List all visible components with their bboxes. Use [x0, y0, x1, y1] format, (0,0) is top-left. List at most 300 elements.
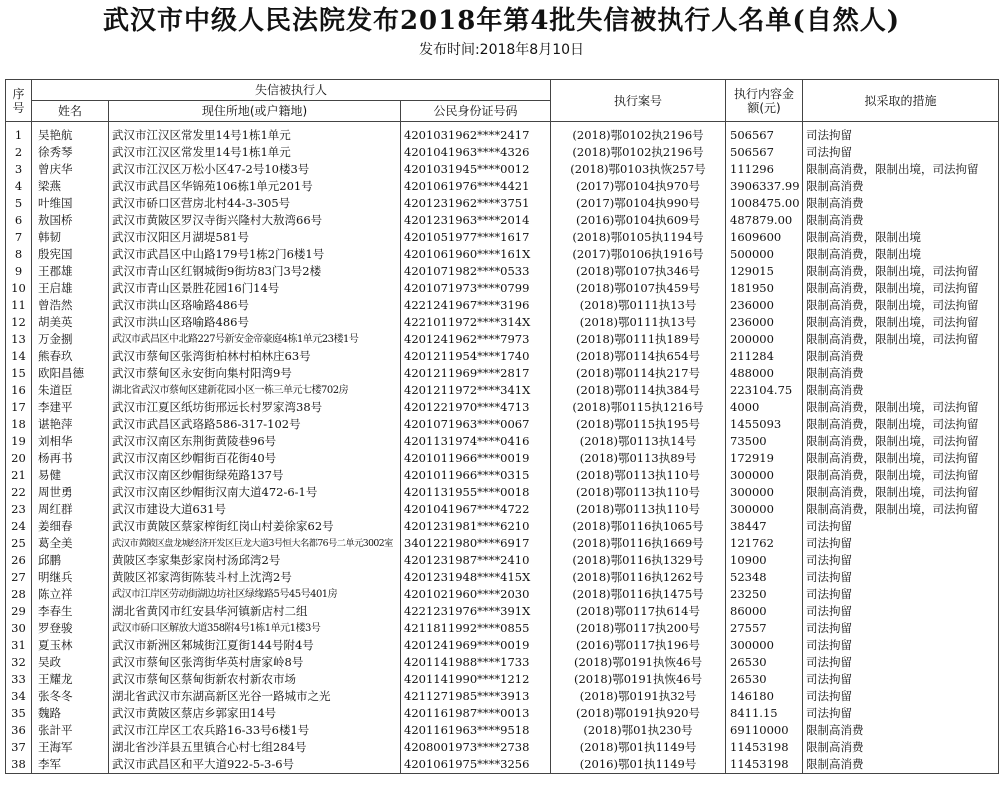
measure-cell: 限制高消费，限制出境，司法拘留 — [803, 314, 999, 331]
measure-cell: 司法拘留 — [803, 122, 999, 145]
row-number: 5 — [6, 195, 32, 212]
amount-cell: 211284 — [726, 348, 803, 365]
measure-cell: 限制高消费 — [803, 365, 999, 382]
table-row — [6, 195, 999, 212]
address-cell: 湖北省武汉市东湖高新区光谷一路城市之光 — [109, 688, 401, 705]
address-cell: 武汉市蔡甸区蔡甸街新农村新农市场 — [109, 671, 401, 688]
amount-cell: 10900 — [726, 552, 803, 569]
case-number-cell: (2018)鄂01执230号 — [551, 722, 726, 739]
person-name: 邱鹏 — [32, 552, 109, 569]
address-cell: 武汉市新洲区邾城街江夏街144号附4号 — [109, 637, 401, 654]
address-cell: 武汉市武昌区中山路179号1栋2门6楼1号 — [109, 246, 401, 263]
address-cell: 武汉市硚口区营房北村44-3-305号 — [109, 195, 401, 212]
measure-cell: 限制高消费 — [803, 195, 999, 212]
row-number: 20 — [6, 450, 32, 467]
header-group: 失信被执行人 — [32, 80, 551, 101]
person-name: 李建平 — [32, 399, 109, 416]
measure-cell: 限制高消费，限制出境，司法拘留 — [803, 399, 999, 416]
amount-cell: 11453198 — [726, 756, 803, 774]
measure-cell: 限制高消费 — [803, 739, 999, 756]
address-cell: 武汉市青山区景胜花园16门14号 — [109, 280, 401, 297]
header-measures: 拟采取的措施 — [803, 80, 999, 122]
id-number-cell: 4201031962****2417 — [401, 122, 551, 145]
person-name: 徐秀琴 — [32, 144, 109, 161]
row-number: 7 — [6, 229, 32, 246]
case-number-cell: (2018)鄂0191执恢46号 — [551, 654, 726, 671]
address-cell: 武汉市江岸区工农兵路16-33号6楼1号 — [109, 722, 401, 739]
header-case: 执行案号 — [551, 80, 726, 122]
amount-cell: 26530 — [726, 671, 803, 688]
table-row — [6, 450, 999, 467]
measure-cell: 限制高消费，限制出境 — [803, 229, 999, 246]
address-cell: 武汉市黄陂区蔡家榨街红岗山村姜徐家62号 — [109, 518, 401, 535]
row-number: 14 — [6, 348, 32, 365]
address-cell: 湖北省武汉市蔡甸区建新花园小区一栋三单元七楼702房 — [109, 382, 401, 399]
amount-cell: 1455093 — [726, 416, 803, 433]
person-name: 吴艳航 — [32, 122, 109, 145]
table-row — [6, 314, 999, 331]
address-cell: 黄陂区李家集彭家岗村汤邱湾2号 — [109, 552, 401, 569]
table-row — [6, 688, 999, 705]
person-name: 李军 — [32, 756, 109, 774]
case-number-cell: (2018)鄂0111执13号 — [551, 314, 726, 331]
address-cell: 武汉市青山区红钢城街9街坊83门3号2楼 — [109, 263, 401, 280]
person-name: 刘相华 — [32, 433, 109, 450]
case-number-cell: (2018)鄂0191执32号 — [551, 688, 726, 705]
measure-cell: 司法拘留 — [803, 144, 999, 161]
case-number-cell: (2018)鄂0116执1065号 — [551, 518, 726, 535]
row-number: 33 — [6, 671, 32, 688]
measure-cell: 限制高消费 — [803, 348, 999, 365]
case-number-cell: (2018)鄂0117执200号 — [551, 620, 726, 637]
amount-cell: 300000 — [726, 637, 803, 654]
case-number-cell: (2018)鄂0102执2196号 — [551, 144, 726, 161]
person-name: 吴政 — [32, 654, 109, 671]
row-number: 6 — [6, 212, 32, 229]
table-row — [6, 348, 999, 365]
amount-cell: 27557 — [726, 620, 803, 637]
measure-cell: 限制高消费，限制出境，司法拘留 — [803, 297, 999, 314]
person-name: 夏玉林 — [32, 637, 109, 654]
person-name: 欧阳昌德 — [32, 365, 109, 382]
amount-cell: 236000 — [726, 314, 803, 331]
person-name: 万金捌 — [32, 331, 109, 348]
table-row — [6, 399, 999, 416]
person-name: 张冬冬 — [32, 688, 109, 705]
person-name: 杨再书 — [32, 450, 109, 467]
amount-cell: 121762 — [726, 535, 803, 552]
amount-cell: 300000 — [726, 484, 803, 501]
table-row — [6, 637, 999, 654]
amount-cell: 69110000 — [726, 722, 803, 739]
address-cell: 武汉市黄陂区盘龙城经济开发区巨龙大道3号恒大名都76号二单元3002室 — [109, 535, 401, 552]
table-row — [6, 246, 999, 263]
row-number: 8 — [6, 246, 32, 263]
amount-cell: 181950 — [726, 280, 803, 297]
address-cell: 武汉市黄陂区罗汉寺街兴隆村大敖湾66号 — [109, 212, 401, 229]
row-number: 21 — [6, 467, 32, 484]
case-number-cell: (2016)鄂0104执609号 — [551, 212, 726, 229]
row-number: 17 — [6, 399, 32, 416]
id-number-cell: 4201141988****1733 — [401, 654, 551, 671]
id-number-cell: 4201031945****0012 — [401, 161, 551, 178]
id-number-cell: 4201051977****1617 — [401, 229, 551, 246]
amount-cell: 500000 — [726, 246, 803, 263]
table-row — [6, 212, 999, 229]
id-number-cell: 4201131974****0416 — [401, 433, 551, 450]
address-cell: 武汉市蔡甸区张湾街柏林村柏林庄63号 — [109, 348, 401, 365]
measure-cell: 司法拘留 — [803, 671, 999, 688]
id-number-cell: 4201241969****0019 — [401, 637, 551, 654]
id-number-cell: 4201161963****9518 — [401, 722, 551, 739]
amount-cell: 200000 — [726, 331, 803, 348]
table-row — [6, 365, 999, 382]
amount-cell: 23250 — [726, 586, 803, 603]
measure-cell: 司法拘留 — [803, 620, 999, 637]
amount-cell: 4000 — [726, 399, 803, 416]
header-id: 公民身份证号码 — [401, 101, 551, 122]
table-row — [6, 467, 999, 484]
amount-cell: 506567 — [726, 122, 803, 145]
measure-cell: 限制高消费，限制出境，司法拘留 — [803, 484, 999, 501]
row-number: 25 — [6, 535, 32, 552]
person-name: 易健 — [32, 467, 109, 484]
row-number: 37 — [6, 739, 32, 756]
row-number: 15 — [6, 365, 32, 382]
person-name: 梁燕 — [32, 178, 109, 195]
person-name: 韩韧 — [32, 229, 109, 246]
person-name: 曾庆华 — [32, 161, 109, 178]
header-seq: 序号 — [6, 80, 32, 122]
case-number-cell: (2018)鄂0116执1475号 — [551, 586, 726, 603]
table-row — [6, 122, 999, 145]
address-cell: 武汉市汉南区东荆街黄陵巷96号 — [109, 433, 401, 450]
person-name: 明继兵 — [32, 569, 109, 586]
table-row — [6, 739, 999, 756]
person-name: 王郡雄 — [32, 263, 109, 280]
id-number-cell: 4201231948****415X — [401, 569, 551, 586]
measure-cell: 限制高消费，限制出境 — [803, 246, 999, 263]
measure-cell: 司法拘留 — [803, 688, 999, 705]
person-name: 王启雄 — [32, 280, 109, 297]
header-name: 姓名 — [32, 101, 109, 122]
id-number-cell: 4201061975****3256 — [401, 756, 551, 774]
id-number-cell: 4211811992****0855 — [401, 620, 551, 637]
publish-date: 发布时间:2018年8月10日 — [418, 42, 585, 58]
address-cell: 武汉市黄陂区蔡店乡郭家田14号 — [109, 705, 401, 722]
measure-cell: 司法拘留 — [803, 705, 999, 722]
row-number: 16 — [6, 382, 32, 399]
person-name: 敖国桥 — [32, 212, 109, 229]
case-number-cell: (2018)鄂0114执384号 — [551, 382, 726, 399]
table-row — [6, 144, 999, 161]
table-header — [6, 80, 999, 122]
measure-cell: 限制高消费 — [803, 178, 999, 195]
case-number-cell: (2018)鄂0111执189号 — [551, 331, 726, 348]
address-cell: 武汉市汉南区纱帽街百花街40号 — [109, 450, 401, 467]
case-number-cell: (2018)鄂0107执346号 — [551, 263, 726, 280]
id-number-cell: 4201061960****161X — [401, 246, 551, 263]
person-name: 张計平 — [32, 722, 109, 739]
case-number-cell: (2016)鄂0117执196号 — [551, 637, 726, 654]
measure-cell: 限制高消费 — [803, 382, 999, 399]
row-number: 4 — [6, 178, 32, 195]
id-number-cell: 4201231963****2014 — [401, 212, 551, 229]
case-number-cell: (2017)鄂0104执970号 — [551, 178, 726, 195]
measure-cell: 限制高消费，限制出境，司法拘留 — [803, 450, 999, 467]
table-row — [6, 586, 999, 603]
case-number-cell: (2017)鄂0104执990号 — [551, 195, 726, 212]
table-row — [6, 484, 999, 501]
case-number-cell: (2018)鄂0116执1262号 — [551, 569, 726, 586]
table-row — [6, 552, 999, 569]
table-row — [6, 416, 999, 433]
id-number-cell: 4201231962****3751 — [401, 195, 551, 212]
page-title: 武汉市中级人民法院发布2018年第4批失信被执行人名单(自然人) — [102, 6, 901, 36]
case-number-cell: (2018)鄂0113执14号 — [551, 433, 726, 450]
table-row — [6, 331, 999, 348]
amount-cell: 8411.15 — [726, 705, 803, 722]
id-number-cell: 4201071982****0533 — [401, 263, 551, 280]
case-number-cell: (2017)鄂0106执1916号 — [551, 246, 726, 263]
row-number: 38 — [6, 756, 32, 774]
row-number: 32 — [6, 654, 32, 671]
row-number: 1 — [6, 122, 32, 145]
table-row — [6, 297, 999, 314]
amount-cell: 1609600 — [726, 229, 803, 246]
defaulter-table — [5, 79, 999, 774]
measure-cell: 司法拘留 — [803, 586, 999, 603]
id-number-cell: 4201011966****0019 — [401, 450, 551, 467]
case-number-cell: (2016)鄂01执1149号 — [551, 756, 726, 774]
id-number-cell: 4201221970****4713 — [401, 399, 551, 416]
address-cell: 武汉市建设大道631号 — [109, 501, 401, 518]
person-name: 曾浩然 — [32, 297, 109, 314]
address-cell: 武汉市江岸区劳动街湖边坊社区绿缘路5号45号401房 — [109, 586, 401, 603]
row-number: 18 — [6, 416, 32, 433]
address-cell: 武汉市蔡甸区永安街向集村阳湾9号 — [109, 365, 401, 382]
amount-cell: 488000 — [726, 365, 803, 382]
table-row — [6, 263, 999, 280]
measure-cell: 限制高消费 — [803, 722, 999, 739]
measure-cell: 限制高消费，限制出境，司法拘留 — [803, 280, 999, 297]
header-address: 现住所地(或户籍地) — [109, 101, 401, 122]
case-number-cell: (2018)鄂0111执13号 — [551, 297, 726, 314]
row-number: 11 — [6, 297, 32, 314]
id-number-cell: 4221231976****391X — [401, 603, 551, 620]
table-row — [6, 671, 999, 688]
row-number: 13 — [6, 331, 32, 348]
amount-cell: 300000 — [726, 501, 803, 518]
id-number-cell: 4201231981****6210 — [401, 518, 551, 535]
person-name: 罗登骏 — [32, 620, 109, 637]
case-number-cell: (2018)鄂01执1149号 — [551, 739, 726, 756]
amount-cell: 38447 — [726, 518, 803, 535]
id-number-cell: 4201041963****4326 — [401, 144, 551, 161]
person-name: 王耀龙 — [32, 671, 109, 688]
measure-cell: 限制高消费，限制出境，司法拘留 — [803, 467, 999, 484]
person-name: 葛全美 — [32, 535, 109, 552]
case-number-cell: (2018)鄂0113执110号 — [551, 484, 726, 501]
amount-cell: 11453198 — [726, 739, 803, 756]
amount-cell: 506567 — [726, 144, 803, 161]
case-number-cell: (2018)鄂0105执1194号 — [551, 229, 726, 246]
table-row — [6, 518, 999, 535]
id-number-cell: 4201161987****0013 — [401, 705, 551, 722]
table-row — [6, 756, 999, 774]
person-name: 王海军 — [32, 739, 109, 756]
case-number-cell: (2018)鄂0116执1669号 — [551, 535, 726, 552]
row-number: 27 — [6, 569, 32, 586]
address-cell: 武汉市汉阳区月湖堤581号 — [109, 229, 401, 246]
row-number: 36 — [6, 722, 32, 739]
table-row — [6, 178, 999, 195]
measure-cell: 司法拘留 — [803, 637, 999, 654]
row-number: 24 — [6, 518, 32, 535]
address-cell: 武汉市蔡甸区张湾街华英村唐家岭8号 — [109, 654, 401, 671]
person-name: 熊春玖 — [32, 348, 109, 365]
row-number: 26 — [6, 552, 32, 569]
address-cell: 武汉市江汉区常发里14号1栋1单元 — [109, 144, 401, 161]
id-number-cell: 4201241962****7973 — [401, 331, 551, 348]
row-number: 28 — [6, 586, 32, 603]
amount-cell: 26530 — [726, 654, 803, 671]
table-row — [6, 705, 999, 722]
person-name: 叶维国 — [32, 195, 109, 212]
row-number: 19 — [6, 433, 32, 450]
row-number: 23 — [6, 501, 32, 518]
id-number-cell: 4211271985****3913 — [401, 688, 551, 705]
person-name: 朱道臣 — [32, 382, 109, 399]
measure-cell: 限制高消费，限制出境，司法拘留 — [803, 501, 999, 518]
case-number-cell: (2018)鄂0113执110号 — [551, 467, 726, 484]
person-name: 姜细春 — [32, 518, 109, 535]
case-number-cell: (2018)鄂0114执217号 — [551, 365, 726, 382]
measure-cell: 限制高消费，限制出境，司法拘留 — [803, 161, 999, 178]
id-number-cell: 4201071963****0067 — [401, 416, 551, 433]
address-cell: 武汉市武昌区华锦苑106栋1单元201号 — [109, 178, 401, 195]
address-cell: 武汉市江汉区万松小区47-2号10楼3号 — [109, 161, 401, 178]
address-cell: 黄陂区祁家湾街陈装斗村上沈湾2号 — [109, 569, 401, 586]
person-name: 谌艳萍 — [32, 416, 109, 433]
table-row — [6, 229, 999, 246]
person-name: 魏路 — [32, 705, 109, 722]
address-cell: 武汉市江夏区纸坊街邢远长村罗家湾38号 — [109, 399, 401, 416]
address-cell: 武汉市硚口区解放大道358附4号1栋1单元1楼3号 — [109, 620, 401, 637]
row-number: 3 — [6, 161, 32, 178]
case-number-cell: (2018)鄂0117执614号 — [551, 603, 726, 620]
table-row — [6, 654, 999, 671]
table-row — [6, 501, 999, 518]
amount-cell: 73500 — [726, 433, 803, 450]
header-amount: 执行内容金额(元) — [726, 80, 803, 122]
id-number-cell: 4221011972****314X — [401, 314, 551, 331]
address-cell: 湖北省沙洋县五里镇合心村七组284号 — [109, 739, 401, 756]
amount-cell: 86000 — [726, 603, 803, 620]
case-number-cell: (2018)鄂0113执89号 — [551, 450, 726, 467]
case-number-cell: (2018)鄂0116执1329号 — [551, 552, 726, 569]
measure-cell: 限制高消费 — [803, 756, 999, 774]
id-number-cell: 4201141990****1212 — [401, 671, 551, 688]
table-row — [6, 603, 999, 620]
id-number-cell: 4201071973****0799 — [401, 280, 551, 297]
amount-cell: 129015 — [726, 263, 803, 280]
case-number-cell: (2018)鄂0115执1216号 — [551, 399, 726, 416]
row-number: 34 — [6, 688, 32, 705]
id-number-cell: 4201021960****2030 — [401, 586, 551, 603]
case-number-cell: (2018)鄂0191执恢46号 — [551, 671, 726, 688]
address-cell: 湖北省黄冈市红安县华河镇新店村二组 — [109, 603, 401, 620]
measure-cell: 限制高消费 — [803, 212, 999, 229]
case-number-cell: (2018)鄂0115执195号 — [551, 416, 726, 433]
row-number: 9 — [6, 263, 32, 280]
row-number: 35 — [6, 705, 32, 722]
table-row — [6, 620, 999, 637]
table-body — [6, 122, 999, 774]
amount-cell: 172919 — [726, 450, 803, 467]
id-number-cell: 4208001973****2738 — [401, 739, 551, 756]
row-number: 2 — [6, 144, 32, 161]
measure-cell: 限制高消费，限制出境，司法拘留 — [803, 331, 999, 348]
id-number-cell: 4201131955****0018 — [401, 484, 551, 501]
id-number-cell: 4201211969****2817 — [401, 365, 551, 382]
measure-cell: 司法拘留 — [803, 569, 999, 586]
measure-cell: 司法拘留 — [803, 552, 999, 569]
table-row — [6, 535, 999, 552]
person-name: 周世勇 — [32, 484, 109, 501]
table-row — [6, 382, 999, 399]
address-cell: 武汉市汉南区纱帽街汉南大道472-6-1号 — [109, 484, 401, 501]
case-number-cell: (2018)鄂0107执459号 — [551, 280, 726, 297]
id-number-cell: 4201211954****1740 — [401, 348, 551, 365]
table-row — [6, 280, 999, 297]
row-number: 10 — [6, 280, 32, 297]
person-name: 胡美英 — [32, 314, 109, 331]
address-cell: 武汉市武昌区中北路227号新安金帝豪庭4栋1单元23楼1号 — [109, 331, 401, 348]
id-number-cell: 4201211972****341X — [401, 382, 551, 399]
id-number-cell: 4221241967****3196 — [401, 297, 551, 314]
amount-cell: 300000 — [726, 467, 803, 484]
address-cell: 武汉市武昌区和平大道922-5-3-6号 — [109, 756, 401, 774]
address-cell: 武汉市汉南区纱帽街绿苑路137号 — [109, 467, 401, 484]
case-number-cell: (2018)鄂0191执920号 — [551, 705, 726, 722]
row-number: 22 — [6, 484, 32, 501]
person-name: 李春生 — [32, 603, 109, 620]
table-row — [6, 569, 999, 586]
measure-cell: 司法拘留 — [803, 654, 999, 671]
table-row — [6, 161, 999, 178]
case-number-cell: (2018)鄂0102执2196号 — [551, 122, 726, 145]
row-number: 31 — [6, 637, 32, 654]
table-row — [6, 722, 999, 739]
measure-cell: 司法拘留 — [803, 535, 999, 552]
address-cell: 武汉市武昌区武珞路586-317-102号 — [109, 416, 401, 433]
address-cell: 武汉市洪山区珞喻路486号 — [109, 314, 401, 331]
measure-cell: 司法拘留 — [803, 518, 999, 535]
address-cell: 武汉市江汉区常发里14号1栋1单元 — [109, 122, 401, 145]
case-number-cell: (2018)鄂0103执恢257号 — [551, 161, 726, 178]
amount-cell: 3906337.99 — [726, 178, 803, 195]
id-number-cell: 4201061976****4421 — [401, 178, 551, 195]
id-number-cell: 4201231987****2410 — [401, 552, 551, 569]
amount-cell: 236000 — [726, 297, 803, 314]
case-number-cell: (2018)鄂0113执110号 — [551, 501, 726, 518]
table-row — [6, 433, 999, 450]
person-name: 周红群 — [32, 501, 109, 518]
person-name: 殷宪国 — [32, 246, 109, 263]
measure-cell: 限制高消费，限制出境，司法拘留 — [803, 263, 999, 280]
measure-cell: 司法拘留 — [803, 603, 999, 620]
